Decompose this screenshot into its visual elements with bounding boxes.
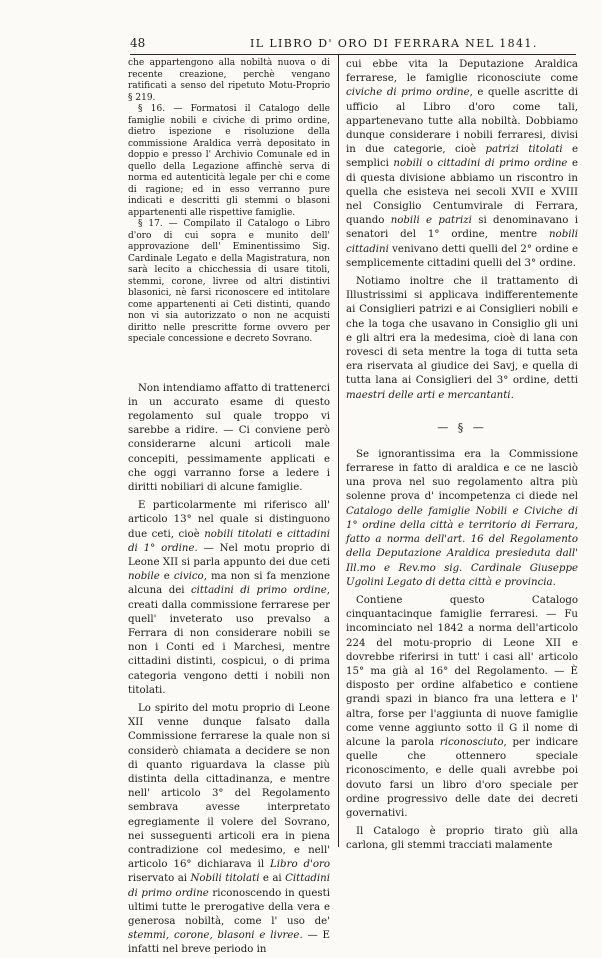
paragraph: Lo spirito del motu proprio di Leone XII venne dunque falsato dalla Commissione ferrarese la quale non si considerò chiamata a decidere se non di quanto riguardava la classe più distinta della cittadinanza, e mentre nell' articolo 3° del Regolamento sembrava avesse interpretato egregiamente il volere del Sovrano, nei susseguenti articoli era in piena contradizione col medesimo, e nell' articolo 16° dichiarava il Libro d'oro riservato ai Nobili titolati e ai Cittadini di primo ordine riconoscendo in questi ultimi tutte le prerogative della vera e generosa nobiltà, come l' uso de' stemmi, corone, blasoni e livree. — E infatti nel breve periodo in (128, 702, 330, 956)
paragraph: E particolarmente mi riferisco all' articolo 13° nel quale si distinguono due ceti, cioè nobili titolati e cittadini di 1° ordine. — Nel motu proprio di Leone XII si parla appunto dei due ceti nobile e civico, ma non si fa menzione alcuna dei cittadini di primo ordine, creati dalla commissione ferrarese per quell' inveterato uso prevalso a Ferrara di non considerare nobili se non i Conti ed i Marchesi, mentre cittadini distinti, cospicui, o di prima categoria vengono detti i nobili non titolati. (128, 500, 330, 696)
paragraph: Non intendiamo affatto di trattenerci in un accurato esame di questo regolamento sul quale troppo vi sarebbe a ridire. — Ci conviene però considerarne alcuni articoli male concepiti, pessimamente applicati e che oggi varranno forse a ledere i diritti nobiliari di alcune famiglie. (128, 382, 330, 493)
regulation-article-16: § 16. — Formatosi il Catalogo delle famiglie nobili e civiche di primo ordine, dietro ispezione e risoluzione della commissione Araldica verrà depositato in doppio e presso l' Archivio Comunale ed in quello della Legazione affinchè serva di norma ed autenticità legale per chi e come di ragione; ed in esso verranno pure indicati e descritti gli stemmi o blasoni appartenenti alle rispettive famiglie. (128, 104, 330, 218)
paragraph: Se ignorantissima era la Commissione ferrarese in fatto di araldica e ce ne lasciò una prova nel suo regolamento altra più solenne prova d' incompetenza ci diede nel Catalogo delle famiglie Nobili e Civiche di 1° ordine della città e territorio di Ferrara, fatto a norma dell'art. 16 del Regolamento della Deputazione Araldica presieduta dall' Ill.mo e Rev.mo sig. Cardinale Giuseppe Ugolini Legato di detta città e provincia. (346, 448, 578, 588)
running-header (130, 36, 578, 52)
regulation-article-17: § 17. — Compilato il Catalogo o Libro d'oro di cui sopra e munito dell' approvazione dell' Eminentissimo Sig. Cardinale Legato e della Magistratura, non sarà lecito a chicchessia di usare titoli, stemmi, corone, livree od altri distintivi blasonici, nè farsi riconoscere ed intitolare come appartenenti ai Ceti distinti, quando non vi sia autorizzato o non ne acquisti diritto nelle prescritte forme ovvero per speciale concessione e decreto Sovrano. (128, 219, 330, 344)
regulation-excerpt (128, 58, 330, 346)
paragraph: Contiene questo Catalogo cinquantacinque famiglie ferraresi. — Fu incominciato nel 1842 a norma dell'articolo 224 del motu-proprio di Leone XII e dovrebbe riferirsi in tutt' i casi all' articolo 15° ma già al 16° del Regolamento. — È disposto per ordine alfabetico e contiene grandi spazi in bianco fra una lettera e l' altra, forse per l'aggiunta di nuove famiglie come venne aggiunto sotto il G il nome di alcune la parola riconosciuto, per indicare quelle che ottennero speciale riconoscimento, e delle quali avrebbe poi dovuto farsi un libro d'oro speciale per ordine progressivo delle date dei decreti governativi. (346, 594, 578, 819)
left-column (128, 58, 330, 958)
right-column (346, 58, 578, 854)
section-separator: — § — (437, 420, 487, 434)
column-divider (338, 55, 339, 847)
running-title: IL LIBRO D' ORO DI FERRARA NEL 1841. (250, 37, 538, 50)
paragraph: Il Catalogo è proprio tirato giù alla carlona, gli stemmi tracciati malamente (346, 826, 578, 852)
page-number: 48 (130, 36, 146, 50)
paragraph: cui ebbe vita la Deputazione Araldica ferrarese, le famiglie riconosciute come civiche di primo ordine, e quelle ascritte di ufficio al Libro d'oro come tali, appartenevano tutte alla nobiltà. Dobbiamo dunque considerare i nobili ferraresi, divisi in due categorie, cioè patrizi titolati e semplici nobili o cittadini di primo ordine e di questa divisione abbiamo un riscontro in quella che esisteva nei secoli XVII e XVIII nel Consiglio Centumvirale di Ferrara, quando nobili e patrizi si denominavano i senatori del 1° ordine, mentre nobili cittadini venivano detti quelli del 2° ordine e semplicemente cittadini quelli del 3° ordine. (346, 59, 578, 269)
paragraph: Notiamo inoltre che il trattamento di Illustrissimi si applicava indifferentemente ai Consiglieri patrizi e ai Consiglieri nobili e che la toga che usavano in Consiglio gli uni e gli altri era la medesima, cioè di lana con rovesci di seta mentre la toga di tutta seta era riservata al giudice dei Savj, e quella di tutta lana ai Consiglieri del 3° ordine, detti maestri delle arti e mercantanti. (346, 276, 578, 401)
body-text-left (128, 382, 330, 958)
regulation-paragraph: che appartengono alla nobiltà nuova o di recente creazione, perchè vengano ratificati a senso del ripetuto Motu-Proprio § 219. (128, 58, 330, 103)
header-rule (130, 54, 576, 55)
